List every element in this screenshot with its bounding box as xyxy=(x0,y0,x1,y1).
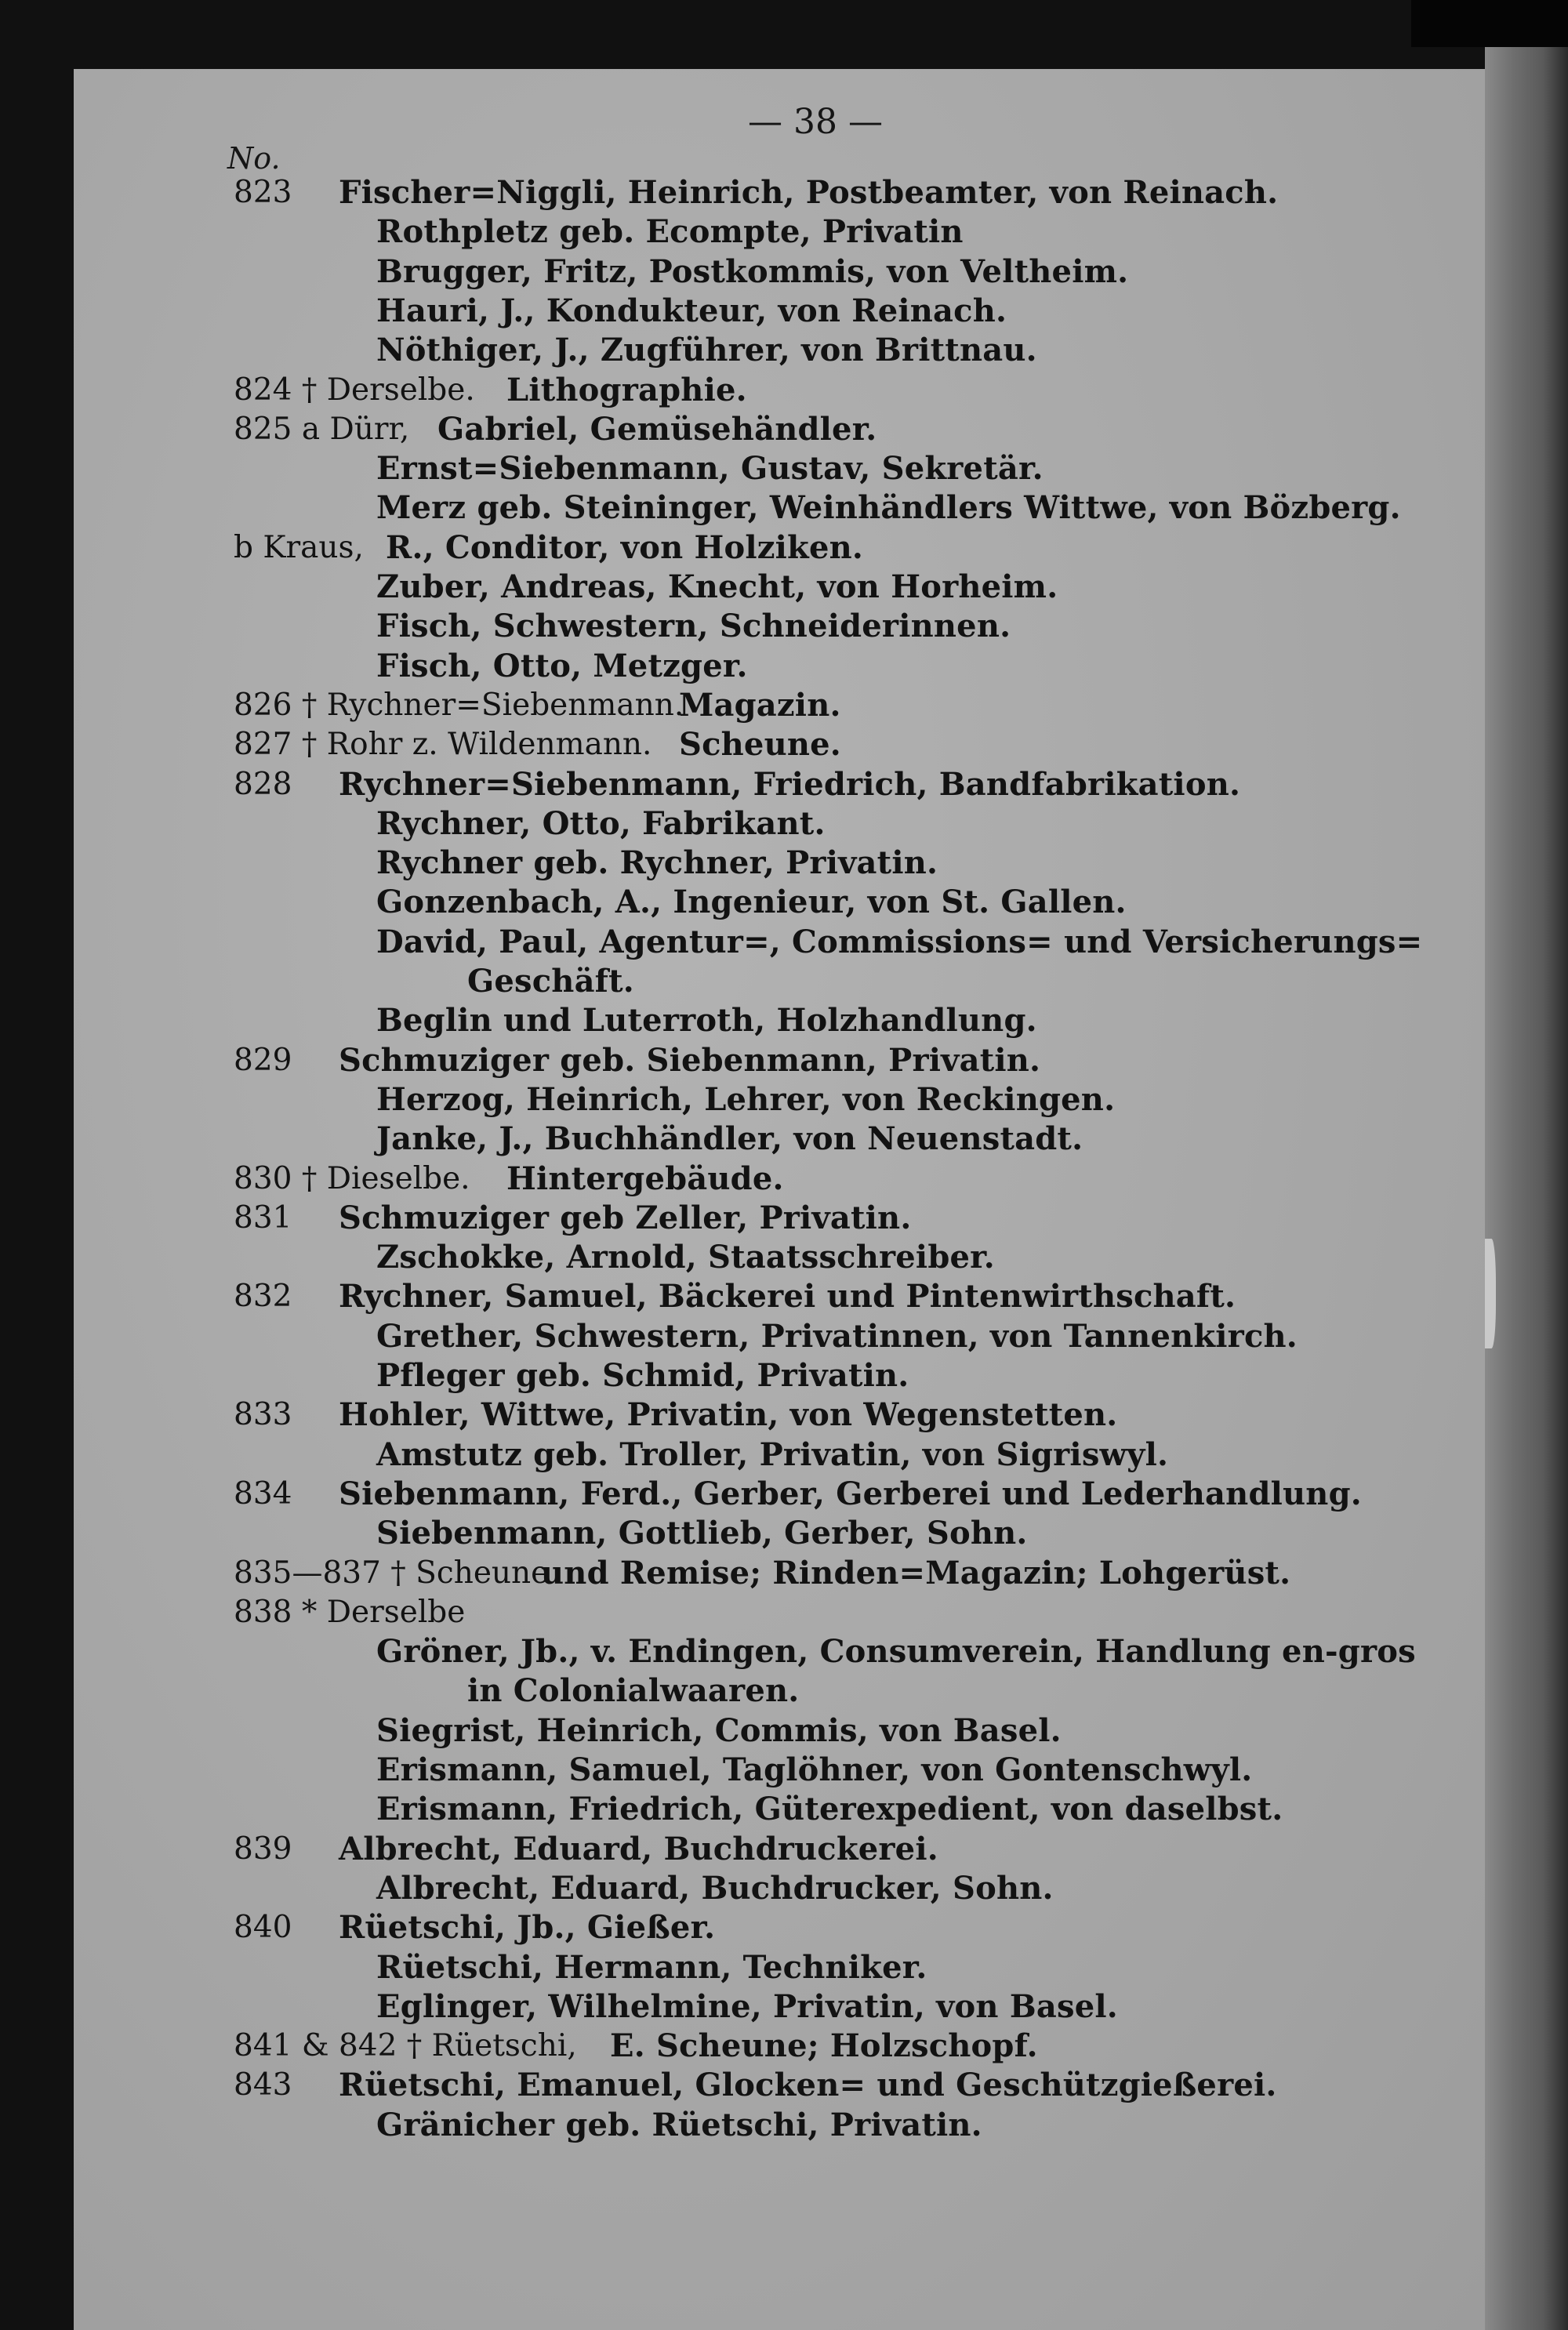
entry-number: 831 xyxy=(234,1200,292,1236)
entry-text: Zschokke, Arnold, Staatsschreiber. xyxy=(376,1239,995,1276)
page-edge xyxy=(1485,47,1568,2330)
entry-number: 824 † Derselbe. xyxy=(234,372,475,408)
entry-text: Erismann, Friedrich, Güterexpedient, von daselbst. xyxy=(376,1791,1283,1827)
entry-text: Gröner, Jb., v. Endingen, Consumverein, Handlung en-gros xyxy=(376,1633,1416,1670)
entry-text: Rychner, Otto, Fabrikant. xyxy=(376,805,826,842)
entry-text: Grether, Schwestern, Privatinnen, von Tannenkirch. xyxy=(376,1318,1298,1355)
entry-number: 826 † Rychner=Siebenmann. xyxy=(234,688,684,723)
entry-text: Rychner=Siebenmann, Friedrich, Bandfabrikation. xyxy=(339,766,1241,803)
entry-text: Hauri, J., Kondukteur, von Reinach. xyxy=(376,292,1007,329)
entry-number: 830 † Dieselbe. xyxy=(234,1161,470,1196)
entry-text: Siebenmann, Gottlieb, Gerber, Sohn. xyxy=(376,1515,1028,1552)
entry-text: Magazin. xyxy=(679,687,841,724)
entry-text: Gabriel, Gemüsehändler. xyxy=(437,411,877,448)
entry-text: Amstutz geb. Troller, Privatin, von Sigriswyl. xyxy=(376,1436,1169,1473)
entry-number: 825 a Dürr, xyxy=(234,412,410,447)
entry-text: Rychner geb. Rychner, Privatin. xyxy=(376,844,938,881)
entry-text: Siebenmann, Ferd., Gerber, Gerberei und Lederhandlung. xyxy=(339,1475,1362,1512)
entry-number: 835—837 † Scheune xyxy=(234,1555,550,1591)
entry-text: Ernst=Siebenmann, Gustav, Sekretär. xyxy=(376,450,1044,487)
entry-text: Pfleger geb. Schmid, Privatin. xyxy=(376,1357,909,1394)
entry-number: 828 xyxy=(234,767,292,802)
entry-text: Zuber, Andreas, Knecht, von Horheim. xyxy=(376,568,1058,605)
entry-text: R., Conditor, von Holziken. xyxy=(386,529,864,566)
entry-text: Nöthiger, J., Zugführer, von Brittnau. xyxy=(376,332,1037,368)
entry-text: und Remise; Rinden=Magazin; Lohgerüst. xyxy=(541,1555,1291,1591)
entry-text: Schmuziger geb. Siebenmann, Privatin. xyxy=(339,1042,1041,1079)
entry-number: 839 xyxy=(234,1831,292,1867)
entry-text: Rüetschi, Jb., Gießer. xyxy=(339,1909,716,1946)
entry-text: Brugger, Fritz, Postkommis, von Veltheim. xyxy=(376,253,1129,290)
entry-text: Lithographie. xyxy=(506,372,747,408)
entry-number: 841 & 842 † Rüetschi, xyxy=(234,2028,577,2063)
entry-text: Fischer=Niggli, Heinrich, Postbeamter, von Reinach. xyxy=(339,174,1279,211)
entry-text: David, Paul, Agentur=, Commissions= und Versicherungs= xyxy=(376,924,1423,960)
entry-number: 840 xyxy=(234,1910,292,1945)
entry-number: 838 * Derselbe xyxy=(234,1595,466,1630)
column-label: No. xyxy=(227,141,281,176)
entry-text: Siegrist, Heinrich, Commis, von Basel. xyxy=(376,1712,1062,1749)
entry-text: E. Scheune; Holzschopf. xyxy=(610,2027,1038,2064)
entry-text: Albrecht, Eduard, Buchdruckerei. xyxy=(339,1831,938,1867)
entry-text: in Colonialwaaren. xyxy=(467,1672,800,1709)
entry-text: Hintergebäude. xyxy=(506,1160,784,1197)
entry-number: 834 xyxy=(234,1476,292,1512)
entry-text: Gränicher geb. Rüetschi, Privatin. xyxy=(376,2107,982,2143)
entry-number: 832 xyxy=(234,1279,292,1314)
entry-text: Scheune. xyxy=(679,726,841,763)
entry-text: Hohler, Wittwe, Privatin, von Wegenstetten. xyxy=(339,1396,1118,1433)
entry-text: Beglin und Luterroth, Holzhandlung. xyxy=(376,1002,1037,1039)
page-notch xyxy=(1485,1239,1496,1348)
scan-corner xyxy=(1411,0,1568,47)
entry-text: Albrecht, Eduard, Buchdrucker, Sohn. xyxy=(376,1870,1054,1907)
entry-text: Eglinger, Wilhelmine, Privatin, von Basel. xyxy=(376,1988,1118,2025)
entry-text: Janke, J., Buchhändler, von Neuenstadt. xyxy=(376,1120,1083,1157)
entry-text: Gonzenbach, A., Ingenieur, von St. Gallen. xyxy=(376,884,1127,920)
entry-number: 843 xyxy=(234,2067,292,2103)
entry-text: Rychner, Samuel, Bäckerei und Pintenwirthschaft. xyxy=(339,1278,1236,1315)
entry-text: Fisch, Schwestern, Schneiderinnen. xyxy=(376,608,1011,644)
page-number: — 38 — xyxy=(748,102,883,142)
entry-number: 833 xyxy=(234,1397,292,1432)
entry-number: b Kraus, xyxy=(234,530,364,565)
entry-number: 823 xyxy=(234,175,292,210)
entry-number: 829 xyxy=(234,1043,292,1078)
entry-text: Rothpletz geb. Ecompte, Privatin xyxy=(376,213,964,250)
entry-text: Erismann, Samuel, Taglöhner, von Gontenschwyl. xyxy=(376,1751,1253,1788)
entry-number: 827 † Rohr z. Wildenmann. xyxy=(234,727,652,762)
entry-text: Rüetschi, Hermann, Techniker. xyxy=(376,1949,927,1986)
entry-text: Merz geb. Steininger, Weinhändlers Wittwe, von Bözberg. xyxy=(376,489,1401,526)
entry-text: Rüetschi, Emanuel, Glocken= und Geschützgießerei. xyxy=(339,2067,1277,2103)
entry-text: Schmuziger geb Zeller, Privatin. xyxy=(339,1199,912,1236)
entry-text: Herzog, Heinrich, Lehrer, von Reckingen. xyxy=(376,1081,1116,1118)
entry-text: Fisch, Otto, Metzger. xyxy=(376,648,748,684)
entry-text: Geschäft. xyxy=(467,963,634,1000)
